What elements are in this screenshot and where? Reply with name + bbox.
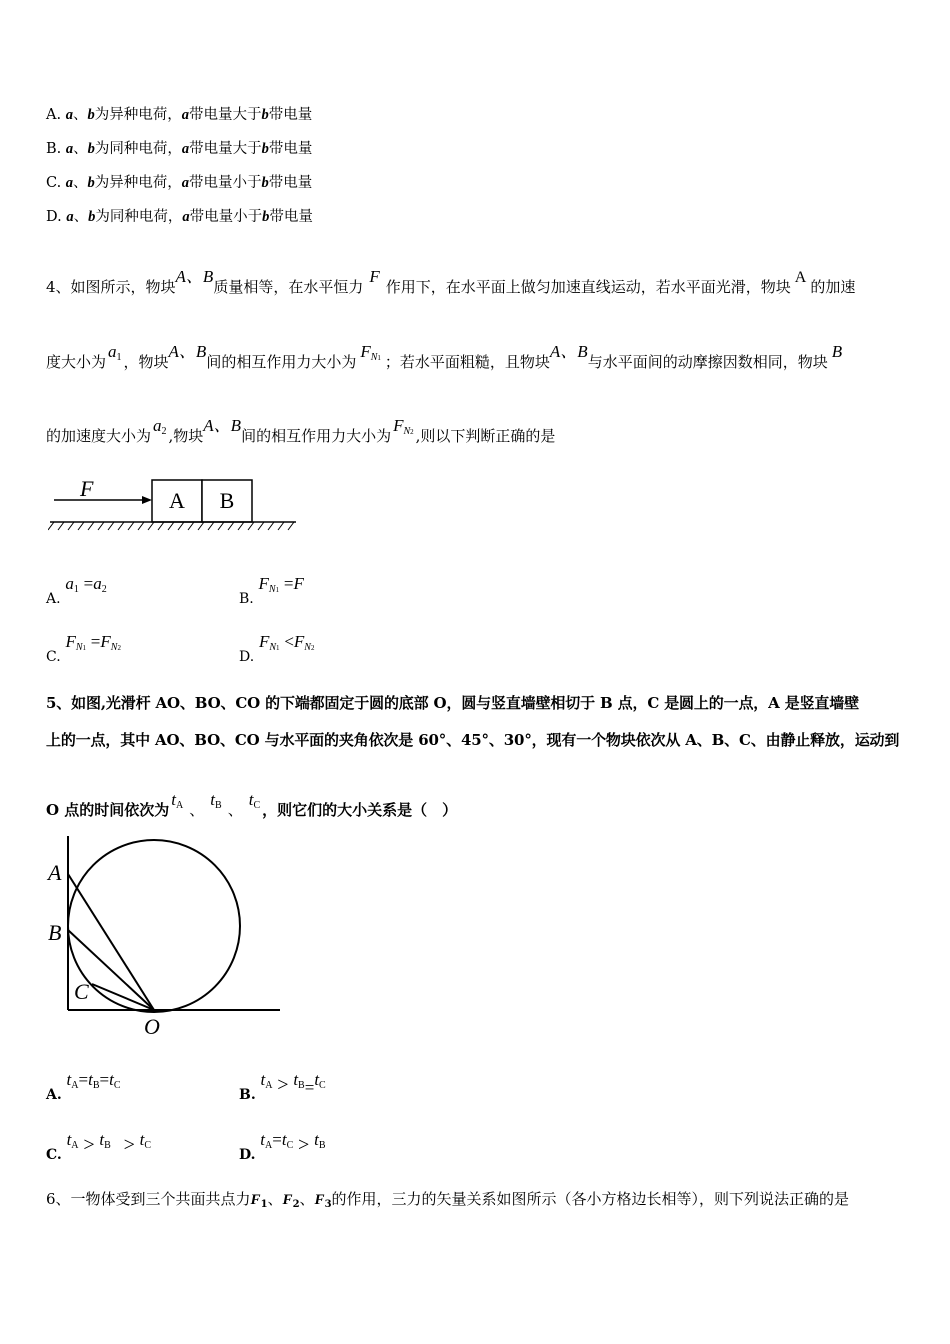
q4-option-b: B. FN1 =F [239, 574, 304, 607]
point-c-label: C [74, 979, 89, 1004]
q3-option-a: A. a、b为异种电荷，a带电量大于b带电量 [46, 107, 313, 123]
arrow-head-icon [142, 496, 152, 504]
q4-line-3: 的加速度大小为a2 ,物块A、B间的相互作用力大小为FN2 ,则以下判断正确的是 [46, 416, 556, 445]
q5-option-c: C. tA > tB > tC [46, 1130, 152, 1163]
block-a-label: A [169, 488, 185, 513]
point-o-label: O [144, 1014, 160, 1039]
q3-option-c: C. a、b为异种电荷，a带电量小于b带电量 [46, 175, 313, 191]
block-b-label: B [219, 488, 235, 513]
q3-option-d: D. a、b为同种电荷，a带电量小于b带电量 [46, 209, 313, 225]
q4-line-2: 度大小为a1 ，物块A、B间的相互作用力大小为FN1 ；若水平面粗糙，且物块A、B与水平面间的动摩擦因数相同，物块B [46, 342, 843, 371]
q5-line-3: O 点的时间依次为tA 、tB 、tC ，则它们的大小关系是（ ） [46, 790, 458, 819]
q5-line-1: 5、如图,光滑杆 AO、BO、CO 的下端都固定于圆的底部 O，圆与竖直墙壁相切于 B 点，C 是圆上的一点，A 是竖直墙壁 [46, 694, 859, 712]
q5-circle-figure [44, 832, 284, 1044]
ground-hatch [48, 522, 294, 530]
q4-option-d: D. FN1 <FN2 [239, 632, 315, 665]
circle [68, 840, 240, 1012]
q4-option-c: C. FN1 =FN2 [46, 632, 121, 665]
point-b-label: B [48, 920, 62, 945]
q6-line-1: 6、一物体受到三个共面共点力$F_1$、$F_2$、$F_3$的作用，三力的矢量关系如图所示（各小方格边长相等），则下列说法正确的是 [46, 1190, 850, 1210]
q4-option-a: A. a1 =a2 [46, 574, 107, 607]
q4-line-1: 4、如图所示，物块A、B质量相等，在水平恒力F作用下，在水平面上做匀加速直线运动，若水平面光滑，物块A的加速 [46, 267, 856, 296]
q5-option-a: A. tA=tB=tC [46, 1070, 121, 1103]
force-f-label: F [80, 476, 94, 501]
q5-line-2: 上的一点，其中 AO、BO、CO 与水平面的夹角依次是 60°、45°、30°，现有一个物块依次从 A、B、C、由静止释放，运动到 [46, 731, 900, 749]
q3-option-b: B. a、b为同种电荷，a带电量大于b带电量 [46, 141, 313, 157]
q4-blocks-figure [48, 472, 300, 534]
point-a-label: A [48, 860, 62, 885]
q5-option-d: D. tA=tC > tB [239, 1130, 326, 1163]
q5-option-b: B. tA > tB=tC [239, 1070, 326, 1103]
